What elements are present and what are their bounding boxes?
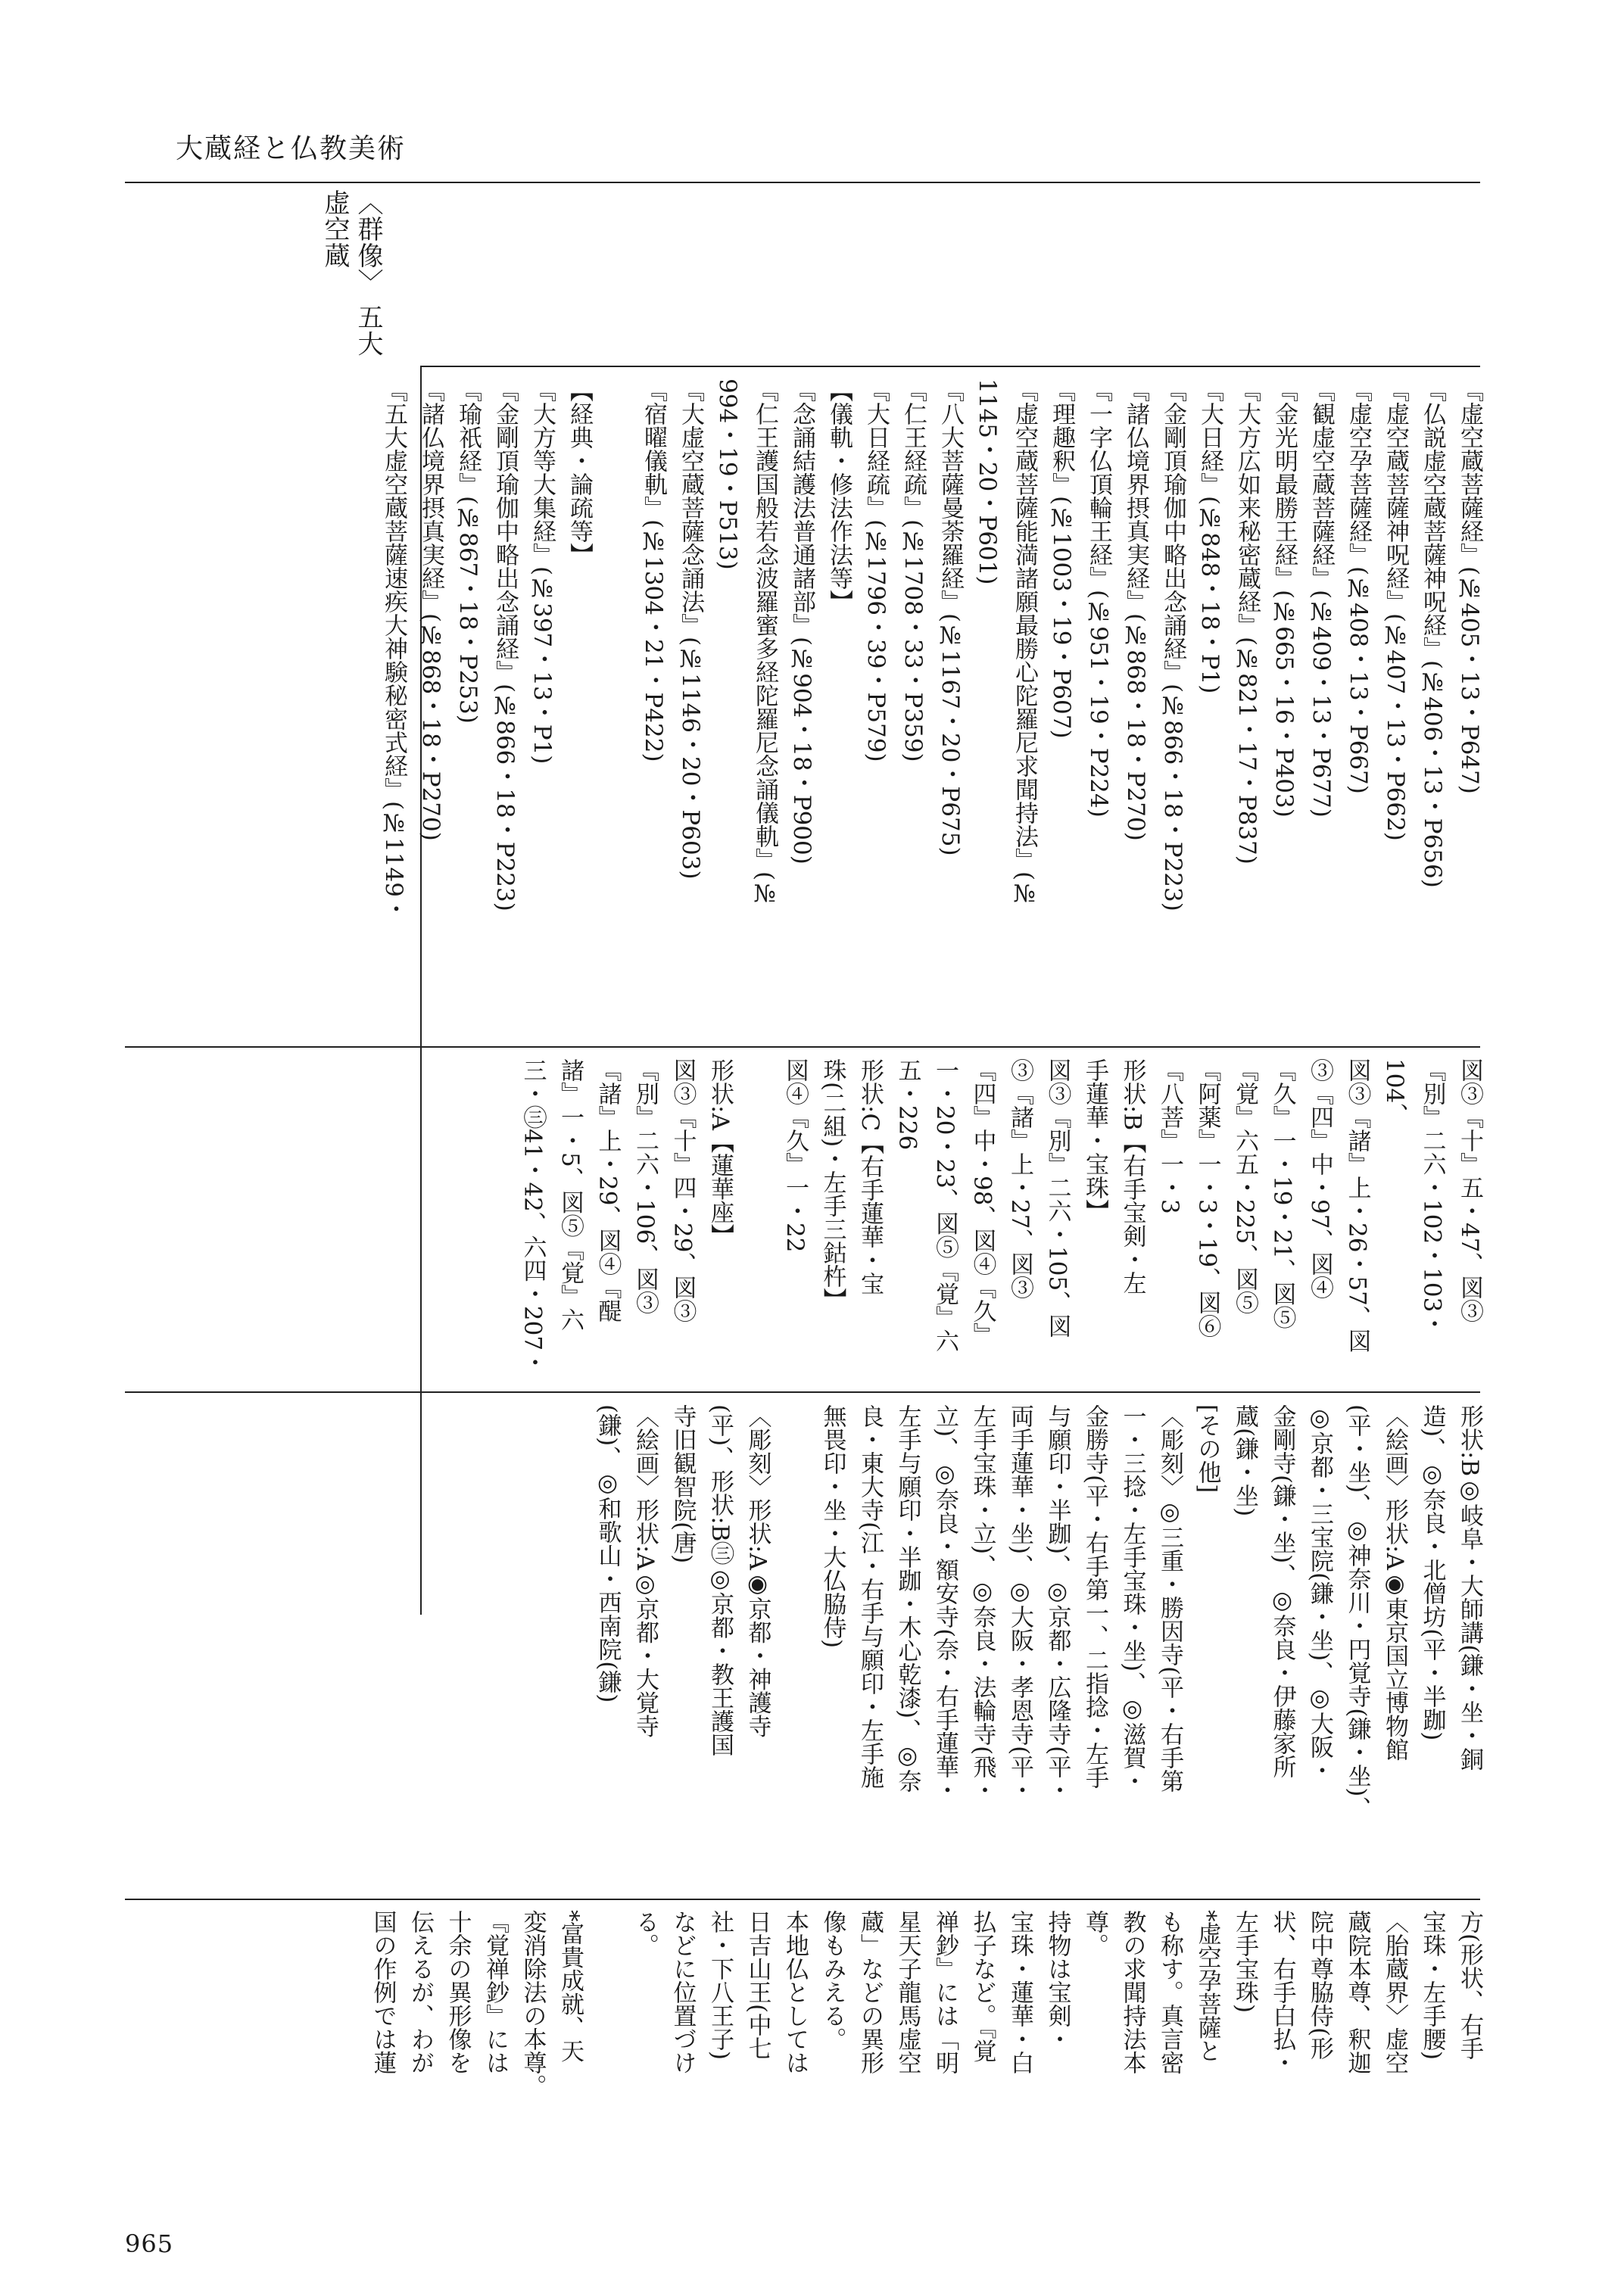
scripture-references: 『虚空蔵菩薩経』(№405・13・P647) 『仏説虚空蔵菩薩神呪経』(№406・13・P656) 『虚空蔵菩薩神呪経』(№407・13・P662) 『虚空孕菩薩経』(№408・13・P667) 『観虚空蔵菩薩経』(№409・13・P677) 『金光明最勝王経』(№665・16・P403) 『大方広如来秘密蔵経』(№821・17・P837) 『大日経』(№848・18・P1) 『金剛頂瑜伽中略出念誦経』(№866・18・P223) 『諸仏境界摂真実経』(№868・18・P270) 『一字仏頂輪王経』(№951・19・P224) 『理趣釈』(№1003・19・P607) 『虚空蔵菩薩能満諸願最勝心陀羅尼求聞持法』(№ 1145・20・P601) 『八大菩薩曼荼羅経』(№1167・20・P675) 『仁王経疏』(№1708・33・P359) 『大日経疏』(№1796・39・P579) 【儀軌・修法作法等】 『念誦結護法普通諸部』(№904・18・P900) 『仁王護国般若念波羅蜜多経陀羅尼念誦儀軌』(№ 994・19・P513) 『大虚空蔵菩薩念誦法』(№1146・20・P603) 『宿曜儀軌』(№1304・21・P422) 【経典・論疏等】 『大方等大集経』(№397・13・P1) 『金剛頂瑜伽中略出念誦経』(№866・18・P223) 『瑜祇経』(№867・18・P253) 『諸仏境界摂真実経』(№868・18・P270) 『五大虚空蔵菩薩速疾大神験秘密式経』(№1149・: [380, 379, 1483, 921]
section-label: [318, 189, 385, 363]
subject-label: 五大虚空蔵: [320, 189, 383, 357]
divider-2: [125, 1391, 1480, 1393]
category-label: 〈群像〉: [353, 189, 383, 295]
section-divider-top: [420, 366, 1480, 367]
extant-examples: 形状:B◎岐阜・大師講(鎌・坐・銅 造)、◎奈良・北僧坊(平・半跏) 〈絵画〉形状:A◉東京国立博物館 (平・坐)、◎神奈川・円覚寺(鎌・坐)、 ◎京都・三宝院(鎌・坐)、◎大阪・ 金剛寺(鎌・坐)、◎奈良・伊藤家所 蔵(鎌・坐) [その他] 〈彫刻〉◎三重・勝因寺(平・右手第 一・三捻・左手宝珠・坐)、◎滋賀・ 金勝寺(平・右手第一、二指捻・左手 与願印・半跏)、◎京都・広隆寺(平・ 両手蓮華・坐)、◎大阪・孝恩寺(平・ 左手宝珠・立)、◎奈良・法輪寺(飛・ 立)、◎奈良・額安寺(奈・右手蓮華・ 左手与願印・半跏・木心乾漆)、◎奈 良・東大寺(江・右手与願印・左手施 無畏印・坐・大仏脇侍) 〈彫刻〉形状:A◉京都・神護寺 (平)、形状:B㊂◎京都・教王護国 寺旧観智院(唐) 〈絵画〉形状:A◎京都・大覚寺 (鎌)、◎和歌山・西南院(鎌): [594, 1404, 1483, 1821]
page-number: 965: [125, 2229, 174, 2258]
running-head: 大蔵経と仏教美術: [176, 133, 407, 164]
divider-3: [125, 1899, 1480, 1900]
divider-1: [125, 1046, 1480, 1048]
header-rule: [125, 182, 1480, 183]
iconographic-forms: 図③『十』五・47、図③ 『別』二六・102・103・104、 図③『諸』上・26・57、図 ③『四』中・97、図④ 『久』一・19・21、図⑤ 『覚』六五・225、図⑤ 『阿薬』一・3・19、図⑥ 『八菩』一・3 形状:B【右手宝剣・左 手蓮華・宝珠】 図③『別』二六・105、図 ③『諸』上・27、図③ 『四』中・98、図④『久』 一・20・23、図⑤『覚』六 五・226 形状:C【右手蓮華・宝 珠(二組)・左手三鈷杵】 図④『久』一・22 形状:A【蓮華座】 図③『十』四・29、図③ 『別』二六・106、図③ 『諸』上・29、図④『醍 諸』一・5、図⑤『覚』六 三・㊂41・42、六四・207・: [519, 1058, 1483, 1375]
notes: 方(形状、右手 宝珠・左手腰) 〈胎蔵界〉虚空 蔵院本尊、釈迦 院中尊脇侍(形 状、右手白払・ 左手宝珠) *虚空孕菩薩と も称す。真言密 教の求聞持法本 尊。 持物は宝剣・ 宝珠・蓮華・白 払子など。『覚 禅鈔』には「明 星天子龍馬虚空 蔵」などの異形 像もみえる。 本地仏としては 日吉山王(中七 社・下八王子) などに位置づけ る。 *富貴成就、天 変消除法の本尊。 『覚禅鈔』には 十余の異形像を 伝えるが、わが 国の作例では蓮: [369, 1910, 1483, 2098]
